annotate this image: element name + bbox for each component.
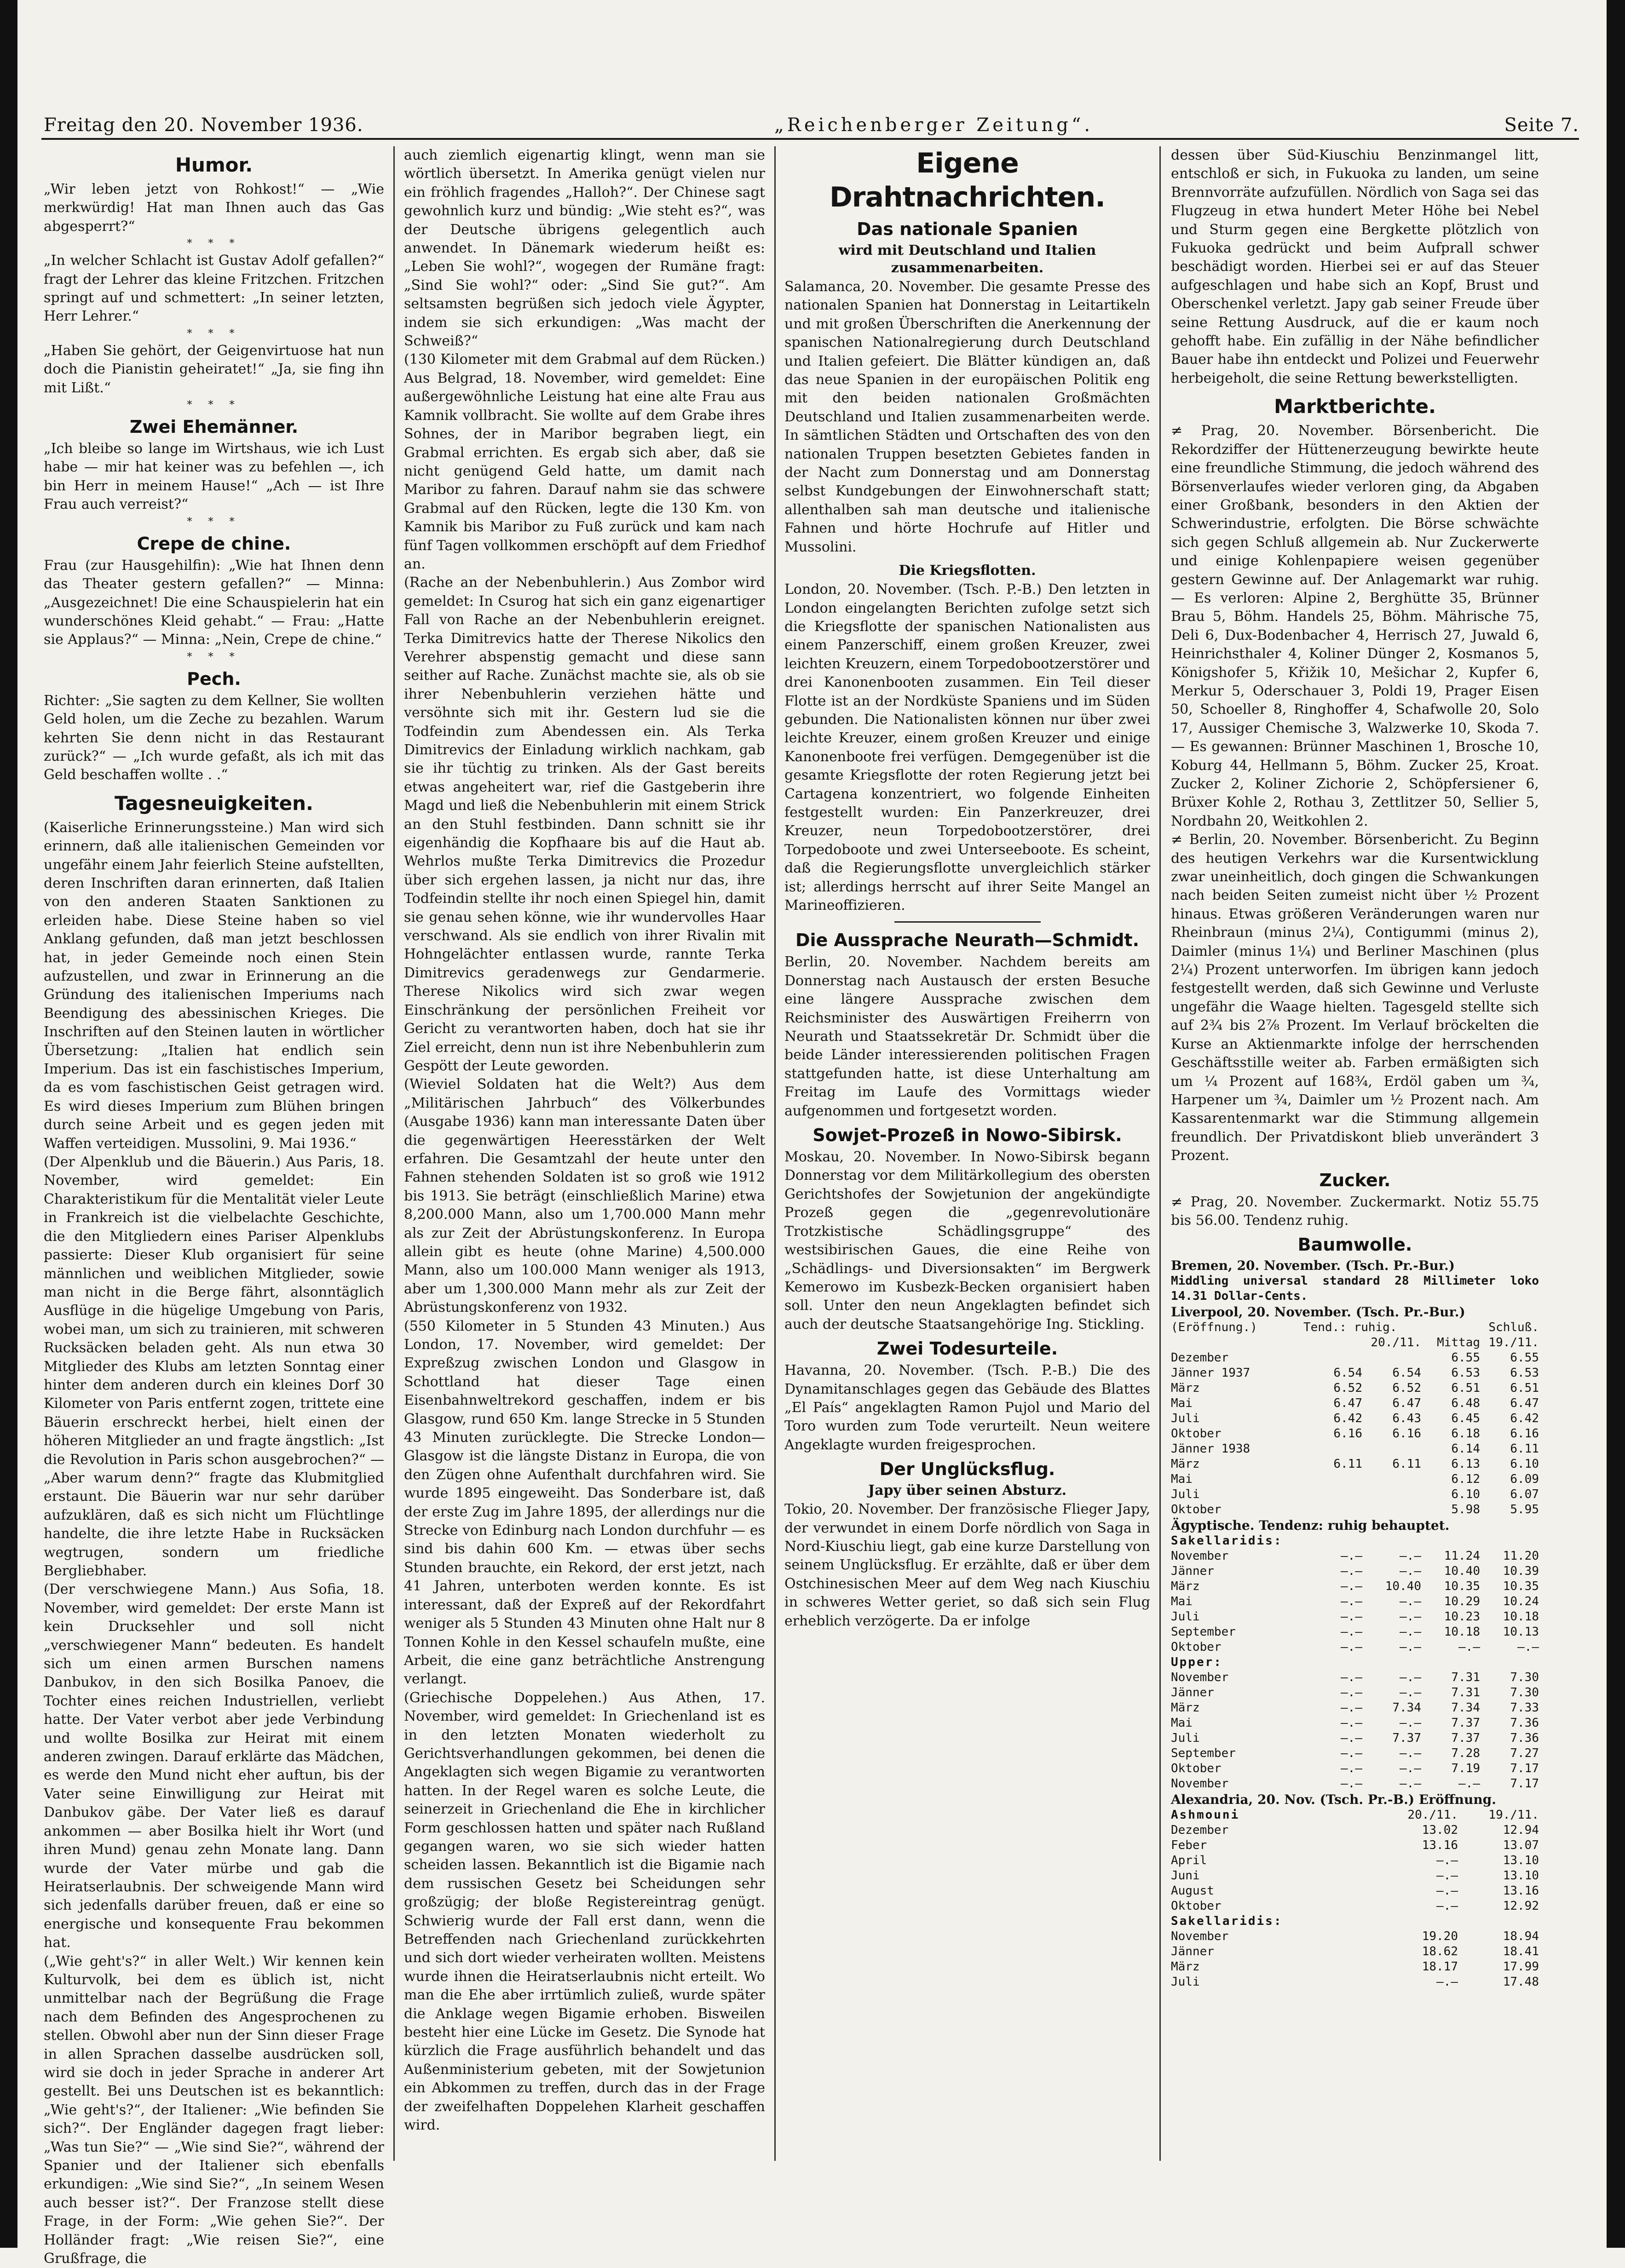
price-cell: 7.37 — [1451, 1731, 1480, 1745]
price-cell: 6.09 — [1510, 1472, 1539, 1487]
price-cell: 6.16 — [1392, 1427, 1421, 1441]
price-cell: 17.99 — [1503, 1960, 1539, 1974]
price-cell: 5.98 — [1451, 1503, 1480, 1517]
table-row — [1171, 1838, 1539, 1853]
price-cell: —.— — [1400, 1549, 1421, 1563]
article-headline: Sowjet-Prozeß in Nowo-Sibirsk. — [812, 1125, 1122, 1146]
market-report: ≠ Prag, 20. November. Börsenbericht. Die Rekordziffer der Hüttenerzeugung bewirkte heute eine freundliche Stimmung, die jedoch während des Börsenverlaufes wieder verloren ging, da Abgaben einer Großbank, besonders in den Aktien der Schwerindustrie, erfolgten. Die Börse schwächte sich gegen Schluß allgemein ab. Nur Zuckerwerte und einige Kohlenpapiere weisen gegenüber gestern Gewinne auf. Der Anlagemarkt war ruhig. — Es verloren: Alpine 2, Berghütte 35, Brünner Brau 5, Böhm. Handels 25, Böhm. Mährische 75, Deli 6, Dux-Bodenbacher 4, Herrisch 27, Juwald 6, Heinrichsthaler 4, Koliner Dünger 2, Kosmanos 5, Königshofer 5, Křižik 10, Mešichar 2, Kupfer 6, Merkur 5, Oderschauer 3, Poldi 19, Prager Eisen 50, Schoeller 8, Ringhoffer 4, Schafwolle 20, Solo 17, Aussiger Chemische 3, Walzwerke 10, Skoda 7. — Es gewannen: Brünner Maschinen 1, Brosche 10, Koburg 44, Hellmann 5, Böhm. Zucker 25, Kroat. Zucker 2, Koliner Zichorie 2, Schöpfersiener 6, Brüxer Kohle 2, Rothau 3, Zettlitzer 50, Sellier 5, Nordbahn 20, Weitkohlen 2. — [1171, 423, 1539, 829]
table-row — [1171, 1944, 1539, 1959]
price-cell — [1362, 1441, 1421, 1457]
news-item-continued: auch ziemlich eigenartig klingt, wenn man sie wörtlich übersetzt. In Amerika genügt vielen nur ein fröhlich fragendes „Halloh?“. Der Chinese sagt gewohnlich kurz und bündig: „Wie steht es?“, was der Deutsche übrigens gelegentlich auch anwendet. In Dänemark wiederum heißt es: „Leben Sie wohl?“, wogegen der Rumäne fragt: „Sind Sie wohl?“ oder: „Sind Sie gut?“. Am seltsamsten begrüßen sich jedoch viele Ägypter, indem sie sich erkundigen: „Was macht der Schweiß?“ — [404, 147, 765, 350]
joke-paragraph: „Ich bleibe so lange im Wirtshaus, wie ich Lust habe — mir hat keiner was zu befehlen —, ich bin Herr in meinem Hause!“ „Ach — ist Ihre Frau auch verreist?“ — [44, 441, 384, 513]
bremen-lead: Bremen, 20. November. (Tsch. Pr.-Bur.) — [1171, 1258, 1455, 1274]
month-cell: Jänner — [1171, 1945, 1214, 1959]
price-cell: 6.07 — [1510, 1487, 1539, 1502]
humor-heading: Humor. — [175, 154, 253, 176]
price-cell: —.— — [1341, 1671, 1362, 1685]
bremen-text: Middling universal standard 28 Millimeter loko 14.31 Dollar-Cents. — [1171, 1274, 1539, 1303]
sakellaridis-alex-rows — [1171, 1929, 1539, 1990]
month-cell: Oktober — [1171, 1427, 1222, 1441]
price-cell: 6.42 — [1333, 1412, 1362, 1426]
price-cell: 10.40 — [1385, 1579, 1421, 1594]
price-cell — [1362, 1350, 1421, 1366]
month-cell: Juli — [1171, 1412, 1200, 1426]
month-cell: März — [1171, 1457, 1200, 1471]
month-cell: September — [1171, 1746, 1236, 1761]
price-cell: —.— — [1341, 1746, 1362, 1761]
month-cell: Juli — [1171, 1610, 1200, 1624]
article-body-continued: dessen über Süd-Kiuschiu Benzinmangel litt, entschloß er sich, in Fukuoka zu landen, um seine Brennvorräte aufzufüllen. Nördlich von Saga sei das Flugzeug in etwa hundert Meter Höhe bei Nebel und Sturm gegen eine Bergkette plötzlich von Fukuoka gedrückt und beim Aufprall schwer beschädigt worden. Hierbei sei er auf das Steuer aufgeschlagen und habe sich an Kopf, Brust und Oberschenkel verletzt. Japy gab seiner Freude über seine Rettung Ausdruck, auf die er kaum noch gehofft habe. Ein zufällig in der Nähe befindlicher Bauer habe ihn entdeckt und Polizei und Feuerwehr herbeigeholt, die seine Rettung bewerkstelligten. — [1171, 147, 1539, 386]
price-cell: 7.17 — [1510, 1777, 1539, 1791]
upper-rows — [1171, 1670, 1539, 1791]
price-cell: 10.23 — [1444, 1610, 1480, 1624]
month-cell: Mai — [1171, 1396, 1193, 1411]
table-header-row — [1171, 1808, 1539, 1823]
column-2 — [404, 146, 765, 2170]
price-cell: —.— — [1400, 1686, 1421, 1700]
table-row — [1171, 1502, 1539, 1517]
price-cell: 7.28 — [1451, 1746, 1480, 1761]
table-row — [1171, 1823, 1539, 1838]
joke-paragraph: „Haben Sie gehört, der Geigenvirtuose hat nun doch die Pianistin geheiratet!“ „Ja, sie fing ihn mit Lißt.“ — [44, 342, 384, 396]
table-row — [1171, 1579, 1539, 1594]
price-cell: 6.47 — [1510, 1396, 1539, 1411]
price-cell: 6.18 — [1451, 1427, 1480, 1441]
table-row — [1171, 1381, 1539, 1396]
month-cell: November — [1171, 1549, 1229, 1563]
table-header: Tend.: ruhig. — [1303, 1321, 1397, 1335]
article-subheadline: Japy über seinen Absturz. — [868, 1482, 1067, 1499]
price-cell: —.— — [1400, 1595, 1421, 1609]
sakellaridis-alex-table — [1171, 1929, 1539, 1990]
price-cell: 12.92 — [1503, 1899, 1539, 1913]
price-cell: 10.40 — [1444, 1564, 1480, 1579]
month-cell: Feber — [1171, 1838, 1207, 1853]
joke-paragraph: Richter: „Sie sagten zu dem Kellner, Sie wollten Geld holen, um die Zeche zu bezahlen. Warum kehrten Sie denn nicht in das Restaurant zurück?“ — „Ich wurde gefaßt, als ich mit das Geld beschaffen wollte . .“ — [44, 692, 384, 783]
price-cell: —.— — [1341, 1716, 1362, 1730]
table-header-row — [1171, 1335, 1539, 1350]
joke-paragraph: Frau (zur Hausgehilfin): „Wie hat Ihnen denn das Theater gestern gefallen?“ — Minna: „Ausgezeichnet! Die eine Schauspielerin hat ein wunderschönes Kleid gehabt.“ — Frau: „Hatte sie Applaus?“ — Minna: „Nein, Crepe de chine.“ — [44, 557, 384, 648]
joke-heading: Zwei Ehemänner. — [129, 417, 299, 437]
table-row — [1171, 1472, 1539, 1487]
table-row — [1171, 1731, 1539, 1746]
price-cell: 7.30 — [1510, 1686, 1539, 1700]
price-cell: —.— — [1341, 1549, 1362, 1563]
news-item: (Kaiserliche Erinnerungssteine.) Man wird sich erinnern, daß alle italienischen Gemeinden vor ungefähr einem Jahr feierlich Steine aufstellten, deren Inschriften daran erinnerten, daß Italien von den anderen Staaten Sanktionen zu erleiden habe. Diese Steine haben so viel Anklang gefunden, daß man jetzt beschlossen hat, in jeder Gemeinde noch einen Stein aufzustellen, und zwar in Erinnerung an die Gründung des italienischen Imperiums nach Beendigung des abessinischen Krieges. Die Inschriften auf den Steinen lauten in wörtlicher Übersetzung: „Italien hat endlich sein Imperium. Das ist ein faschistisches Imperium, da es vom faschistischen Geist getragen wird. Es wird dieses Imperium zum Blühen bringen durch seine Arbeit und es gegen jeden mit Waffen verteidigen. Mussolini, 9. Mai 1936.“ — [44, 819, 384, 1152]
price-cell: 6.54 — [1392, 1366, 1421, 1380]
month-cell: Mai — [1171, 1595, 1193, 1609]
news-item: (Rache an der Nebenbuhlerin.) Aus Zombor wird gemeldet: In Csurog hat sich ein ganz eigenartiger Fall von Rache an der Nebenbuhlerin ereignet. Terka Dimitrevics hatte der Therese Nikolics den Verehrer abspenstig gemacht und diese sann seither auf Rache. Zunächst machte sie, als ob sie ihrer Nebenbuhlerin verziehen hätte und versöhnte sich mit ihr. Gestern lud sie die Todfeindin zum Abendessen ein. Als Terka Dimitrevics der Einladung wirklich nachkam, gab sie ihr tüchtig zu trinken. Als der Gast bereits etwas angeheitert war, rief die Gastgeberin ihre Magd und ließ die Nebenbuhlerin mit einem Strick an den Stuhl festbinden. Dann schnitt sie ihr eigenhändig die Kopfhaare bis auf die Haut ab. Wehrlos mußte Terka Dimitrevics die Prozedur über sich ergehen lassen, ja nicht nur das, ihre Todfeindin stellte ihr noch einen Spiegel hin, damit sie genau sehen könne, wie ihr wundervolles Haar verschwand. Als sie endlich von ihrer Rivalin mit Hohngelächter entlassen wurde, rannte Terka Dimitrevics geradenwegs zur Gendarmerie. Therese Nikolics wird sich zwar wegen Einschränkung der persönlichen Freiheit vor Gericht zu verantworten haben, doch hat sie ihr Ziel erreicht, denn nun ist ihre Nebenbuhlerin zum Gespött der Leute geworden. — [404, 574, 765, 1074]
price-cell: 12.94 — [1503, 1823, 1539, 1837]
price-cell: 7.19 — [1451, 1762, 1480, 1776]
upper-label: Upper: — [1171, 1655, 1222, 1670]
price-cell: —.— — [1341, 1610, 1362, 1624]
month-cell: März — [1171, 1960, 1200, 1974]
price-cell: —.— — [1517, 1640, 1539, 1654]
joke-heading: Pech. — [187, 668, 241, 689]
table-header: (Eröffnung.) — [1171, 1321, 1257, 1335]
price-cell: —.— — [1341, 1777, 1362, 1791]
separator-stars: * * * — [187, 516, 241, 528]
price-cell: 6.16 — [1510, 1427, 1539, 1441]
price-cell: 6.11 — [1392, 1457, 1421, 1471]
joke-paragraph: „Wir leben jetzt von Rohkost!“ — „Wie merkwürdig! Hat man Ihnen auch das Gas abgesperrt?“ — [44, 181, 384, 235]
price-cell: 7.36 — [1510, 1716, 1539, 1730]
price-cell: 6.51 — [1510, 1381, 1539, 1395]
price-cell: 10.13 — [1503, 1625, 1539, 1639]
price-cell: 6.13 — [1451, 1457, 1480, 1471]
price-cell: 10.35 — [1444, 1579, 1480, 1594]
sakellaridis-rows — [1171, 1549, 1539, 1655]
table-row — [1171, 1564, 1539, 1579]
table-row — [1171, 1350, 1539, 1366]
alexandria-lead: Alexandria, 20. Nov. (Tsch. Pr.-B.) Eröffnung. — [1171, 1792, 1496, 1808]
cotton-quotes — [1171, 1257, 1539, 1990]
price-cell: 6.48 — [1451, 1396, 1480, 1411]
sugar-heading: Zucker. — [1319, 1170, 1391, 1190]
table-row — [1171, 1625, 1539, 1640]
joke-heading: Crepe de chine. — [137, 533, 291, 554]
newspaper-name: „Reichenberger Zeitung“. — [774, 115, 1094, 136]
month-cell: Oktober — [1171, 1899, 1222, 1913]
price-cell: 6.12 — [1451, 1472, 1480, 1487]
separator-stars: * * * — [187, 238, 241, 250]
price-cell: —.— — [1341, 1579, 1362, 1594]
column-1 — [44, 146, 384, 2267]
month-cell: Oktober — [1171, 1503, 1222, 1517]
markets-heading: Marktberichte. — [1274, 395, 1436, 418]
page-header — [44, 99, 1579, 136]
table-row — [1171, 1700, 1539, 1716]
separator-stars: * * * — [187, 651, 241, 663]
article-body: Salamanca, 20. November. Die gesamte Presse des nationalen Spanien hat Donnerstag in Leitartikeln und mit großen Überschriften die Anerkennung der spanischen Nationalregierung durch Deutschland und Italien gefeiert. Die Blätter kündigen an, daß das neue Spanien in der europäischen Politik eng mit den beiden nationalen Großmächten Deutschland und Italien zusammenarbeiten werde. In sämtlichen Städten und Ortschaften des von den nationalen Truppen besetzten Gebietes fanden in der Nacht zum Donnerstag und am Donnerstag selbst Kundgebungen der Einwohnerschaft statt; allenthalben sah man deutsche und italienische Fahnen und hörte Hochrufe auf Hitler und Mussolini. — [784, 279, 1150, 555]
table-row — [1171, 1868, 1539, 1883]
scan-right-edge — [1607, 0, 1625, 2248]
price-cell: 7.36 — [1510, 1731, 1539, 1745]
price-cell: —.— — [1400, 1625, 1421, 1639]
month-cell: Oktober — [1171, 1762, 1222, 1776]
price-cell: 17.48 — [1503, 1975, 1539, 1989]
table-header: Mittag — [1437, 1336, 1480, 1350]
table-row — [1171, 1426, 1539, 1441]
price-cell: —.— — [1400, 1640, 1421, 1654]
table-header — [1171, 1335, 1303, 1350]
table-row — [1171, 1366, 1539, 1381]
month-cell: Jänner 1938 — [1171, 1442, 1250, 1456]
price-cell: 6.55 — [1510, 1351, 1539, 1365]
price-cell — [1303, 1487, 1362, 1502]
table-header: 19./11. — [1488, 1336, 1539, 1350]
separator-stars: * * * — [187, 327, 241, 339]
table-row — [1171, 1899, 1539, 1914]
article-headline: Zwei Todesurteile. — [876, 1338, 1058, 1359]
price-cell: 6.16 — [1333, 1427, 1362, 1441]
joke-paragraph: „In welcher Schlacht ist Gustav Adolf gefallen?“ fragt der Lehrer das kleine Fritzchen. Fritzchen springt auf und schmettert: „In seiner letzten, Herr Lehrer.“ — [44, 253, 384, 325]
table-row — [1171, 1929, 1539, 1944]
table-header: 20./11. — [1407, 1808, 1458, 1822]
price-cell: —.— — [1341, 1625, 1362, 1639]
price-cell: —.— — [1436, 1975, 1458, 1989]
table-row — [1171, 1457, 1539, 1472]
price-cell: 18.17 — [1422, 1960, 1458, 1974]
price-cell: 5.95 — [1510, 1503, 1539, 1517]
price-cell: 6.47 — [1392, 1396, 1421, 1411]
month-cell: März — [1171, 1381, 1200, 1395]
sakellaridis-table — [1171, 1549, 1539, 1655]
price-cell: 11.24 — [1444, 1549, 1480, 1563]
news-item: (550 Kilometer in 5 Stunden 43 Minuten.) Aus London, 17. November, wird gemeldet: Der Expreßzug zwischen London und Glasgow in Schottland hat dieser Tage einen Eisenbahnweltrekord geschaffen, indem er bis Glasgow, rund 650 Km. lange Strecke in 5 Stunden 43 Minuten zurücklegte. Die Strecke London—Glasgow ist die längste Distanz in Europa, die von den Zügen ohne Aufenthalt durchfahren wird. Sie wurde 1895 eingeweiht. Das Sonderbare ist, daß der erste Zug im Jahre 1895, der allerdings nur die Strecke von Edinburg nach London durchfuhr — es sind bis dahin 600 Km. — etwas über sechs Stunden brauchte, ein Rekord, der erst jetzt, nach 41 Jahren, unterboten werden konnte. Es ist interessant, daß der Expreß auf der Rekordfahrt weniger als 5 Stunden 43 Minuten ohne Halt nur 8 Tonnen Kohle in den Kessel schaufeln mußte, eine Arbeit, die eine ganz beträchtliche Anstrengung verlangt. — [404, 1318, 765, 1688]
price-cell: 7.34 — [1392, 1701, 1421, 1715]
table-row — [1171, 1411, 1539, 1426]
article-headline: Die Kriegsflotten. — [899, 563, 1036, 579]
price-cell: —.— — [1400, 1716, 1421, 1730]
price-cell: 10.35 — [1503, 1579, 1539, 1594]
sugar-report: ≠ Prag, 20. November. Zuckermarkt. Notiz 55.75 bis 56.00. Tendenz ruhig. — [1171, 1194, 1539, 1229]
price-cell: 6.51 — [1451, 1381, 1480, 1395]
egypt-lead: Ägyptische. Tendenz: ruhig behauptet. — [1171, 1518, 1450, 1533]
price-cell: 6.53 — [1510, 1366, 1539, 1380]
article-body: Tokio, 20. November. Der französische Flieger Japy, der verwundet in einem Dorfe nördlich von Saga in Nord-Kiuschiu liegt, gab eine kurze Darstellung von seinem Unglücksflug. Er erzählte, daß er über dem Ostchinesischen Meer auf dem Weg nach Kiuschiu in schweres Wetter geriet, so daß sich sein Flug erheblich verzögerte. Da er infolge — [784, 1501, 1150, 1629]
month-cell: Juli — [1171, 1731, 1200, 1745]
price-cell: 6.11 — [1510, 1442, 1539, 1456]
table-row — [1171, 1883, 1539, 1899]
price-cell — [1362, 1502, 1421, 1517]
price-cell: —.— — [1400, 1671, 1421, 1685]
column-3 — [784, 146, 1150, 2170]
price-cell: 13.07 — [1503, 1838, 1539, 1853]
price-cell: 6.10 — [1510, 1457, 1539, 1471]
news-item: („Wie geht's?“ in aller Welt.) Wir kennen kein Kulturvolk, bei dem es üblich ist, nicht unmittelbar nach der Begrüßung die Frage nach dem Befinden des Angesprochenen zu stellen. Obwohl aber nun der Sinn dieser Frage in allen Sprachen dasselbe ausdrücken soll, wird sie doch in jeder Sprache in anderer Art gestellt. Bei uns Deutschen ist es bekanntlich: „Wie geht's?“, der Italiener: „Wie befinden Sie sich?“. Der Engländer dagegen fragt lieber: „Was tun Sie?“ — „Wie sind Sie?“, während der Spanier und der Italiener sich ebenfalls erkundigen: „Wie sind Sie?“, „In seinem Wesen auch besser ist?“. Der Franzose stellt diese Frage, in der Form: „Wie gehen Sie?“. Der Holländer fragt: „Wie reisen Sie?“, eine Grußfrage, die — [44, 1953, 384, 2267]
table-header: Schluß. — [1488, 1321, 1539, 1335]
ashmouni-table — [1171, 1808, 1539, 1914]
news-item: (Wieviel Soldaten hat die Welt?) Aus dem „Militärischen Jahrbuch“ des Völkerbundes (Ausgabe 1936) kann man interessante Daten über die gegenwärtigen Heeresstärken der Welt erfahren. Die Gesamtzahl der heute unter den Fahnen stehenden Soldaten ist so groß wie 1912 bis 1913. Sie beträgt (einschließlich Marine) etwa 8,200.000 Mann, also um 1,700.000 Mann mehr als zur Zeit der Abrüstungskonferenz. In Europa allein gibt es heute (ohne Marine) 4,500.000 Mann, also um 100.000 Mann weniger als 1913, aber um 1,300.000 Mann mehr als zur Zeit der Abrüstungskonferenz von 1932. — [404, 1076, 765, 1316]
scan-left-edge — [0, 0, 17, 2248]
month-cell: November — [1171, 1777, 1229, 1791]
table-row — [1171, 1746, 1539, 1761]
price-cell: 18.41 — [1503, 1945, 1539, 1959]
tagesneuigkeiten-heading: Tagesneuigkeiten. — [115, 792, 313, 815]
article-body: Berlin, 20. November. Nachdem bereits am Donnerstag nach Austausch der ersten Besuche eine längere Aussprache zwischen dem Reichsminister des Auswärtigen Freiherrn von Neurath und Staatssekretär Dr. Schmidt über die beide Länder interessierenden politischen Fragen stattgefunden hatte, ist diese Unterhaltung am Freitag im Laufe des Vormittags wieder aufgenommen und fortgesetzt worden. — [784, 954, 1150, 1119]
table-row — [1171, 1761, 1539, 1776]
table-row — [1171, 1853, 1539, 1868]
price-cell: —.— — [1436, 1884, 1458, 1898]
table-row — [1171, 1609, 1539, 1625]
price-cell: —.— — [1436, 1854, 1458, 1868]
price-cell: —.— — [1341, 1564, 1362, 1579]
price-cell: 10.29 — [1444, 1595, 1480, 1609]
price-cell: 13.02 — [1422, 1823, 1458, 1837]
price-cell: 6.55 — [1451, 1351, 1480, 1365]
month-cell: Mai — [1171, 1716, 1193, 1730]
month-cell: November — [1171, 1671, 1229, 1685]
price-cell: 18.62 — [1422, 1945, 1458, 1959]
article-body: Moskau, 20. November. In Nowo-Sibirsk begann Donnerstag vor dem Militärkollegium des obersten Gerichtshofes der Sowjetunion der angekündigte Prozeß gegen die „gegenrevolutionäre Trotzkistische Schädlingsgruppe“ des westsibirischen Gaues, die eine Reihe von „Schädlings- und Diversionsakten“ im Bergwerk Kemerowo im Kusbezk-Becken organisiert haben soll. Unter den neun Angeklagten befindet sich auch der deutsche Staatsangehörige Ing. Stickling. — [784, 1149, 1150, 1332]
price-cell: 6.45 — [1451, 1412, 1480, 1426]
article-subheadline: wird mit Deutschland und Italien zusammenarbeiten. — [838, 242, 1096, 276]
table-row — [1171, 1975, 1539, 1990]
header-date: Freitag den 20. November 1936. — [44, 115, 363, 136]
price-cell: 13.16 — [1422, 1838, 1458, 1853]
price-cell: —.— — [1400, 1610, 1421, 1624]
sakellaridis-label: Sakellaridis: — [1171, 1534, 1283, 1548]
price-cell: 10.18 — [1503, 1610, 1539, 1624]
price-cell: —.— — [1341, 1731, 1362, 1745]
news-item: (Der verschwiegene Mann.) Aus Sofia, 18. November, wird gemeldet: Der erste Mann ist kein Drucksehler und soll nicht „verschwiegener Mann“ bedeuten. Es handelt sich um einen armen Burschen namens Danbukov, in den sich Bosilka Panoev, die Tochter eines reichen Industriellen, verliebt hatte. Der Vater verbot aber jede Verbindung und wollte Bosilka zur Heirat mit einem anderen zwingen. Darauf erklärte das Mädchen, es werde den Mund nicht eher auftun, bis der Vater seine Einwilligung zur Heirat mit Danbukov gäbe. Der Vater ließ es darauf ankommen — aber Bosilka hielt ihr Wort (und ihren Mund) genau zehn Monate lang. Dann wurde der Vater mürbe und gab die Heiratserlaubnis. Der schweigende Mann wird sich jedenfalls darüber freuen, daß er eine so energische und konsequente Frau bekommen hat. — [44, 1581, 384, 1951]
price-cell: 10.39 — [1503, 1564, 1539, 1579]
price-cell — [1303, 1350, 1362, 1366]
separator-stars: * * * — [187, 399, 241, 411]
price-cell: 7.17 — [1510, 1762, 1539, 1776]
price-cell — [1362, 1487, 1421, 1502]
liverpool-rows — [1171, 1350, 1539, 1517]
table-header-row — [1171, 1320, 1539, 1335]
price-cell: 7.27 — [1510, 1746, 1539, 1761]
header-rule — [41, 138, 1579, 140]
price-cell: 6.14 — [1451, 1442, 1480, 1456]
article-headline: Das nationale Spanien — [857, 219, 1078, 239]
column-divider — [774, 146, 776, 2161]
price-cell: —.— — [1341, 1701, 1362, 1715]
price-cell: —.— — [1341, 1640, 1362, 1654]
price-cell: —.— — [1436, 1869, 1458, 1883]
price-cell: 18.94 — [1503, 1929, 1539, 1944]
price-cell: 6.11 — [1333, 1457, 1362, 1471]
price-cell: 6.53 — [1451, 1366, 1480, 1380]
price-cell: —.— — [1400, 1746, 1421, 1761]
month-cell: August — [1171, 1884, 1214, 1898]
table-header: 19./11. — [1488, 1808, 1539, 1822]
month-cell: Juli — [1171, 1487, 1200, 1502]
month-cell: Dezember — [1171, 1823, 1229, 1837]
table-row — [1171, 1670, 1539, 1685]
price-cell: 10.24 — [1503, 1595, 1539, 1609]
telegraph-masthead: Eigene Drahtnachrichten. — [829, 147, 1106, 213]
price-cell — [1303, 1441, 1362, 1457]
table-row — [1171, 1594, 1539, 1609]
month-cell: November — [1171, 1929, 1229, 1944]
news-item: (130 Kilometer mit dem Grabmal auf dem Rücken.) Aus Belgrad, 18. November, wird gemeldet: Eine außergewöhnliche Leistung hat eine alte Frau aus Kamnik vollbracht. Sie wollte auf dem Grabe ihres Sohnes, der in Maribor begraben liegt, ein Grabmal errichten. Es ergab sich aber, daß sie nicht genügend Geld hatte, um damit nach Maribor zu fahren. Darauf nahm sie das schwere Grabmal auf den Rücken, legte die 130 Km. von Kamnik bis Maribor zu Fuß zurück und kam nach fünf Tagen vollkommen erschöpft auf dem Friedhof an. — [404, 351, 765, 572]
table-row — [1171, 1776, 1539, 1791]
news-item: (Griechische Doppelehen.) Aus Athen, 17. November, wird gemeldet: In Griechenland ist es in den letzten Monaten wiederholt zu Gerichtsverhandlungen gekommen, bei denen die Angeklagten sich wegen Bigamie zu verantworten hatten. In der Regel waren es solche Leute, die seinerzeit in Griechenland die Ehe in kirchlicher Form geschlossen hatten und später nach Rußland gegangen waren, wo sie sich wieder hatten scheiden lassen. Bekanntlich ist die Bigamie nach dem russischen Gesetz bei Scheidungen sehr großzügig; der bloße Registereintrag genügt. Schwierig wurde der Fall erst dann, wenn die Betreffenden nach Griechenland zurückkehrten und sich dort wieder verheiraten wollten. Meistens wurde ihnen die Heiratserlaubnis nicht erteilt. Wo man die Ehe aber irrtümlich zuließ, wurde später die Anklage wegen Bigamie erhoben. Bisweilen besteht hier eine Lücke im Gesetz. Die Synode hat kürzlich die Frage ausführlich behandelt und das Außenministerium gebeten, mit der Sowjetunion ein Abkommen zu treffen, durch das in der Frage der zweifelhaften Doppelehen Klarheit geschaffen wird. — [404, 1689, 765, 2134]
price-cell: —.— — [1458, 1640, 1480, 1654]
month-cell: Mai — [1171, 1472, 1193, 1487]
table-row — [1171, 1640, 1539, 1655]
price-cell: 6.43 — [1392, 1412, 1421, 1426]
month-cell: April — [1171, 1854, 1207, 1868]
table-header: 20./11. — [1371, 1336, 1421, 1350]
price-cell: 6.52 — [1333, 1381, 1362, 1395]
month-cell: März — [1171, 1579, 1200, 1594]
price-cell: 7.31 — [1451, 1671, 1480, 1685]
price-cell: —.— — [1400, 1762, 1421, 1776]
price-cell: —.— — [1400, 1564, 1421, 1579]
page-number: Seite 7. — [1504, 115, 1579, 136]
price-cell: —.— — [1458, 1777, 1480, 1791]
price-cell: —.— — [1400, 1777, 1421, 1791]
price-cell — [1303, 1472, 1362, 1487]
article-body: Havanna, 20. November. (Tsch. P.-B.) Die des Dynamitanschlages gegen das Gebäude des Blattes „El País“ angeklagten Ramon Pujol und Mario del Toro wurden zum Tode verurteilt. Neun weitere Angeklagte wurden freigesprochen. — [784, 1362, 1150, 1453]
price-cell: 6.42 — [1510, 1412, 1539, 1426]
month-cell: Jänner — [1171, 1686, 1214, 1700]
price-cell: 6.47 — [1333, 1396, 1362, 1411]
article-headline: Der Unglücksflug. — [879, 1459, 1055, 1480]
column-divider — [393, 146, 395, 2161]
month-cell: September — [1171, 1625, 1236, 1639]
price-cell — [1362, 1472, 1421, 1487]
month-cell: März — [1171, 1701, 1200, 1715]
price-cell: 7.30 — [1510, 1671, 1539, 1685]
cotton-heading: Baumwolle. — [1297, 1234, 1412, 1255]
table-row — [1171, 1396, 1539, 1411]
month-cell: Jänner 1937 — [1171, 1366, 1250, 1380]
price-cell: 19.20 — [1422, 1929, 1458, 1944]
price-cell: —.— — [1341, 1762, 1362, 1776]
price-cell: 13.10 — [1503, 1854, 1539, 1868]
price-cell: 13.10 — [1503, 1869, 1539, 1883]
month-cell: Juni — [1171, 1869, 1200, 1883]
table-row — [1171, 1487, 1539, 1502]
upper-table — [1171, 1670, 1539, 1791]
column-divider — [1159, 146, 1161, 2161]
month-cell: Dezember — [1171, 1351, 1229, 1365]
table-row — [1171, 1685, 1539, 1700]
price-cell: 6.10 — [1451, 1487, 1480, 1502]
table-row — [1171, 1441, 1539, 1457]
liverpool-table — [1171, 1320, 1539, 1517]
column-4 — [1171, 146, 1539, 2170]
table-row — [1171, 1549, 1539, 1564]
sakellaridis-label: Sakellaridis: — [1171, 1914, 1283, 1929]
price-cell: 6.52 — [1392, 1381, 1421, 1395]
month-cell: Oktober — [1171, 1640, 1222, 1654]
price-cell: 7.33 — [1510, 1701, 1539, 1715]
ashmouni-rows — [1171, 1823, 1539, 1914]
news-item: (Der Alpenklub und die Bäuerin.) Aus Paris, 18. November, wird gemeldet: Ein Charakteristikum für die Mentalität vieler Leute in Frankreich ist die vielbelachte Geschichte, die den Mitgliedern eines Pariser Alpenklubs passierte: Dieser Klub organisiert für seine männlichen und weiblichen Mitglieder, sowie man nicht in die Berge fährt, alsonntäglich Ausflüge in die hügelige Umgebung von Paris, wobei man, um sich zu trainieren, mit schweren Rucksäcken beladen geht. Als nun etwa 30 Mitglieder des Klubs am letzten Sonntag einer hinter dem anderen durch ein kleines Dorf 30 Kilometer von Paris entfernt zogen, trittete eine Bäuerin erschreckt herbei, hielt einen der höheren Mitglieder an und fragte ängstlich: „Ist die Revolution in Paris schon ausgebrochen?“ — „Aber warum denn?“ fragte das Klubmitglied erstaunt. Die Bäuerin war nur sehr darüber aufzuklären, daß es sich nicht um Flüchtlinge handelte, die ihre letzte Habe in Rucksäcken wegtrugen, sondern um friedliche Bergliebhaber. — [44, 1154, 384, 1579]
month-cell: Juli — [1171, 1975, 1200, 1989]
price-cell: 7.37 — [1451, 1716, 1480, 1730]
price-cell — [1303, 1502, 1362, 1517]
table-row — [1171, 1959, 1539, 1975]
table-header — [1421, 1320, 1480, 1335]
price-cell: 7.34 — [1451, 1701, 1480, 1715]
price-cell: 10.18 — [1444, 1625, 1480, 1639]
price-cell: —.— — [1341, 1595, 1362, 1609]
liverpool-lead: Liverpool, 20. November. (Tsch. Pr.-Bur.) — [1171, 1304, 1465, 1320]
month-cell: Jänner — [1171, 1564, 1214, 1579]
price-cell: 7.31 — [1451, 1686, 1480, 1700]
price-cell: 7.37 — [1392, 1731, 1421, 1745]
table-header: Ashmouni — [1171, 1808, 1240, 1822]
price-cell: —.— — [1341, 1686, 1362, 1700]
price-cell: 6.54 — [1333, 1366, 1362, 1380]
section-divider — [894, 921, 1041, 923]
price-cell: —.— — [1436, 1899, 1458, 1913]
article-headline: Die Aussprache Neurath—Schmidt. — [795, 930, 1140, 951]
article-body: London, 20. November. (Tsch. P.-B.) Den letzten in London eingelangten Berichten zufolge setzt sich die Kriegsflotte der spanischen Nationalisten aus einem Panzerschiff, einem großen Kreuzer, zwei leichten Kreuzern, einem Torpedobootzerstörer und drei Kanonenbooten zusammen. Ein Teil dieser Flotte ist an der Nordküste Spaniens und im Süden gebunden. Die Nationalisten können nur über zwei leichte Kreuzer, einem großen Kreuzer und einige Kanonenboote frei verfügen. Demgegenüber ist die gesamte Kriegsflotte der roten Regierung jetzt bei Cartagena konzentriert, wo folgende Einheiten festgestellt wurden: Ein Panzerkreuzer, drei Kreuzer, neun Torpedobootzerstörer, drei Torpedoboote und zwei Unterseeboote. Es scheint, daß die Regierungsflotte unvergleichlich stärker ist; allerdings herrscht auf ihrer Seite Mangel an Marineoffizieren. — [784, 581, 1150, 913]
price-cell: 11.20 — [1503, 1549, 1539, 1563]
market-report: ≠ Berlin, 20. November. Börsenbericht. Zu Beginn des heutigen Verkehrs war die Kursentwicklung zwar uneinheitlich, doch gingen die Schwankungen nach beiden Seiten zumeist nicht über ½ Prozent hinaus. Etwas größeren Veränderungen waren nur Rheinbraun (minus 2¼), Contigummi (minus 2), Daimler (minus 1¼) und Berliner Maschinen (plus 2¼) Prozent unterworfen. Im übrigen kann jedoch festgestellt werden, daß sich Gewinne und Verluste ungefähr die Waage hielten. Tagesgeld stellte sich auf 2¾ bis 2⅞ Prozent. Im Verlauf bröckelten die Kurse an Aktienmarkte infolge der herrschenden Geschäftsstille weiter ab. Farben ermäßigten sich um ¼ Prozent auf 168¾, Erdöl gaben um ¾, Harpener um ¾, Daimler um ½ Prozent nach. Am Kassarentenmarkt war die Stimmung allgemein freundlich. Der Privatdiskont blieb unverändert 3 Prozent. — [1171, 832, 1539, 1164]
price-cell: 13.16 — [1503, 1884, 1539, 1898]
table-row — [1171, 1716, 1539, 1731]
